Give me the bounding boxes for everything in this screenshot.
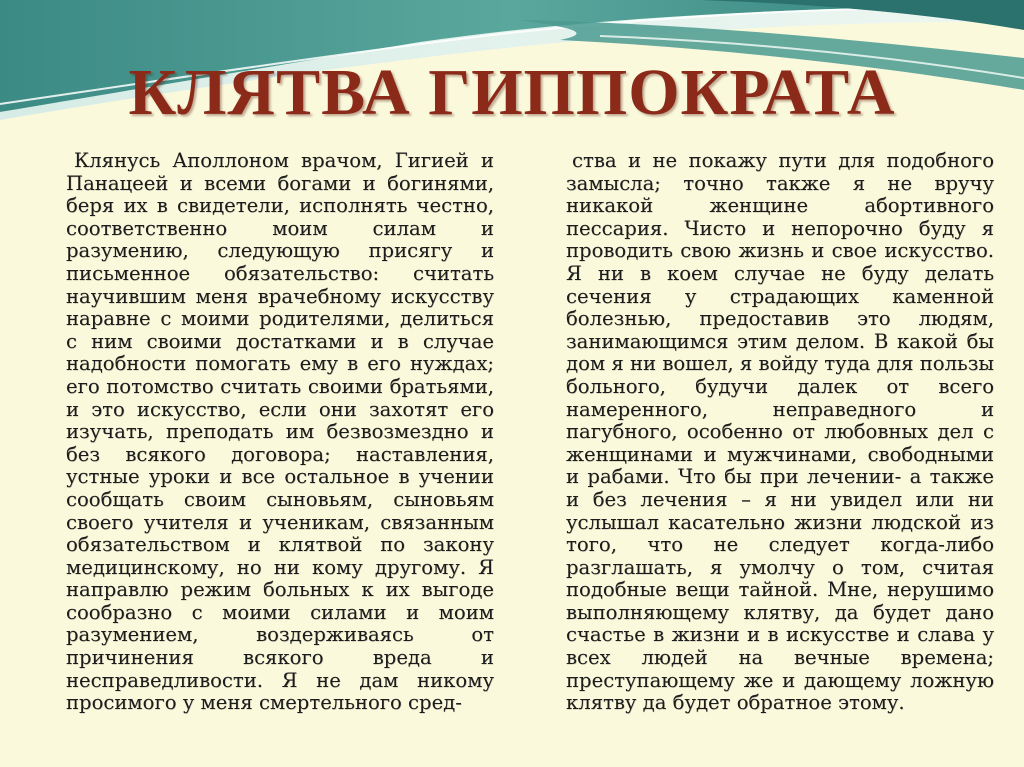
slide-title: КЛЯТВА ГИППОКРАТА — [128, 56, 896, 129]
text-column-left: Клянусь Аполлоном врачом, Гигией и Панацеей и всеми богами и богинями, беря их в свидетели, исполнять честно, соответственно моим силам и разумению, следующую присягу и письменное обязательство: считать научившим меня врачебному искусству наравне с моими родителями, делиться с ним своими достатками и в случае надобности помогать ему в его нуждах; его потомство считать своими братьями, и это искусство, если они захотят его изучать, преподать им безвозмездно и без всякого договора; наставления, устные уроки и все остальное в учении сообщать своим сыновьям, сыновьям своего учителя и ученикам, связанным обязательством и клятвой по закону медицинскому, но ни кому другому. Я направлю режим больных к их выгоде сообразно с моими силами и моим разумением, воздерживаясь от причинения всякого вреда и несправедливости. Я не дам никому просимого у меня смертельного сред- — [66, 149, 494, 715]
text-column-right: ства и не покажу пути для подобного замысла; точно также я не вручу никакой женщине абортивного пессария. Чисто и непорочно буду я проводить свою жизнь и свое искусство. Я ни в коем случае не буду делать сечения у страдающих каменной болезнью, предоставив это людям, занимающимся этим делом. В какой бы дом я ни вошел, я войду туда для пользы больного, будучи далек от всего намеренного, неправедного и пагубного, особенно от любовных дел с женщинами и мужчинами, свободными и рабами. Что бы при лечении- а также и без лечения – я ни увидел или ни услышал касательно жизни людской из того, что не следует когда-либо разглашать, я умолчу о том, считая подобные вещи тайной. Мне, нерушимо выполняющему клятву, да будет дано счастье в жизни и в искусстве и слава у всех людей на вечные времена; преступающему же и дающему ложную клятву да будет обратное этому. — [566, 149, 994, 715]
